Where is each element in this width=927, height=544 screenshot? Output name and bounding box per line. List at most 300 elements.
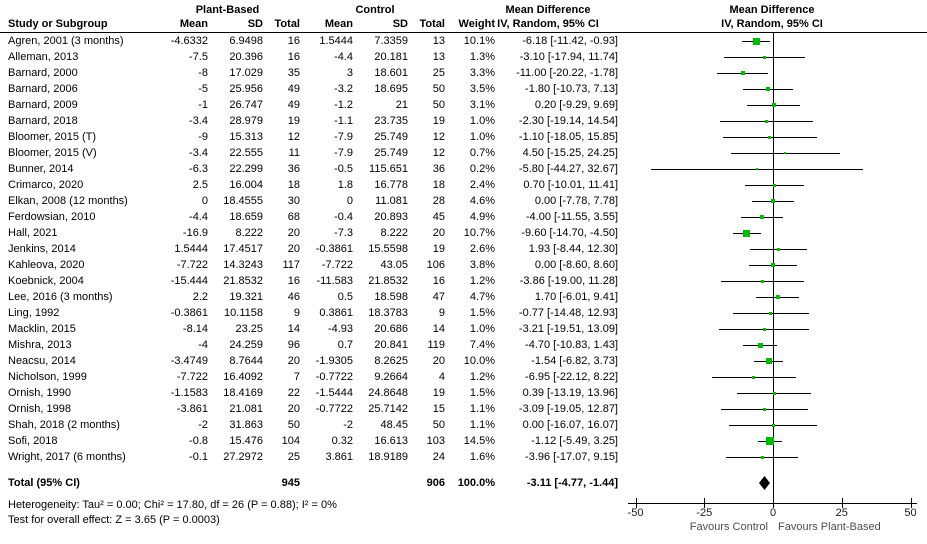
- pb-mean-cell: -3.4: [189, 115, 208, 127]
- control-total-cell: 103: [426, 435, 445, 447]
- control-sd-cell: 20.841: [374, 339, 408, 351]
- control-sd-cell: 20.181: [374, 51, 408, 63]
- pb-mean-cell: -4.4: [189, 211, 208, 223]
- control-sd-cell: 18.601: [374, 67, 408, 79]
- pb-total-cell: 20: [287, 355, 300, 367]
- study-label: Crimarco, 2020: [8, 179, 84, 191]
- ci-text-cell: 0.70 [-10.01, 11.41]: [523, 179, 618, 191]
- control-mean-cell: 0.7: [337, 339, 353, 351]
- weight-cell: 1.0%: [469, 115, 495, 127]
- ci-text-cell: -1.54 [-6.82, 3.73]: [531, 355, 618, 367]
- pb-total-cell: 46: [287, 291, 300, 303]
- effect-marker: [761, 280, 764, 283]
- weight-cell: 4.6%: [469, 195, 495, 207]
- control-mean-cell: 0.5: [337, 291, 353, 303]
- total-control-n: 906: [426, 477, 445, 489]
- study-row: [0, 225, 927, 241]
- effect-marker: [765, 120, 768, 123]
- pb-total-cell: 22: [287, 387, 300, 399]
- pb-total-cell: 20: [287, 227, 300, 239]
- control-sd-cell: 48.45: [380, 419, 408, 431]
- study-label: Barnard, 2018: [8, 115, 78, 127]
- pb-total-cell: 36: [287, 163, 300, 175]
- pb-total-cell: 35: [287, 67, 300, 79]
- pb-mean-cell: -8: [198, 67, 208, 79]
- control-total-cell: 20: [432, 355, 445, 367]
- ci-text-cell: -3.86 [-19.00, 11.28]: [519, 275, 618, 287]
- pb-mean-cell: -0.1: [189, 451, 208, 463]
- overall-effect-text: Test for overall effect: Z = 3.65 (P = 0.0003): [8, 514, 220, 526]
- ci-text-cell: -3.09 [-19.05, 12.87]: [518, 403, 618, 415]
- effect-marker: [741, 71, 745, 75]
- effect-marker: [766, 87, 770, 91]
- pb-total-cell: 50: [287, 419, 300, 431]
- ci-text-cell: -1.10 [-18.05, 15.85]: [518, 131, 618, 143]
- control-mean-cell: -0.7722: [315, 371, 353, 383]
- md-text-column-subtitle: IV, Random, 95% CI: [497, 18, 599, 30]
- pb-sd-cell: 19.321: [229, 291, 263, 303]
- total-ci-text: -3.11 [-4.77, -1.44]: [526, 477, 618, 489]
- ci-text-cell: 0.00 [-8.60, 8.60]: [534, 259, 618, 271]
- control-mean-cell: -7.722: [321, 259, 353, 271]
- weight-cell: 1.2%: [469, 275, 495, 287]
- md-plot-column-title: Mean Difference: [729, 4, 815, 16]
- study-label: Ornish, 1998: [8, 403, 71, 415]
- effect-marker: [760, 215, 764, 219]
- pb-mean-cell: -16.9: [182, 227, 208, 239]
- pb-sd-cell: 8.222: [235, 227, 263, 239]
- study-label: Hall, 2021: [8, 227, 58, 239]
- pb-mean-cell: -9: [198, 131, 208, 143]
- pb-sd-cell: 15.476: [229, 435, 263, 447]
- pb-sd-cell: 21.8532: [223, 275, 263, 287]
- weight-cell: 1.1%: [469, 419, 495, 431]
- weight-cell: 0.2%: [469, 163, 495, 175]
- ci-text-cell: -9.60 [-14.70, -4.50]: [521, 227, 618, 239]
- effect-marker: [784, 152, 786, 154]
- pb-mean-cell: -5: [198, 83, 208, 95]
- weight-cell: 0.7%: [469, 147, 495, 159]
- study-label: Mishra, 2013: [8, 339, 72, 351]
- md-plot-column-subtitle: IV, Random, 95% CI: [721, 18, 823, 30]
- study-label: Bloomer, 2015 (T): [8, 131, 97, 143]
- pb-mean-cell: -4: [198, 339, 208, 351]
- control-sd-cell: 21.8532: [368, 275, 408, 287]
- weight-cell: 2.6%: [469, 243, 495, 255]
- pb-total-cell: 117: [282, 259, 300, 271]
- control-mean-cell: 3: [346, 67, 353, 79]
- effect-marker: [763, 408, 766, 411]
- ci-text-cell: 1.93 [-8.44, 12.30]: [528, 243, 618, 255]
- study-label: Shah, 2018 (2 months): [8, 419, 120, 431]
- control-mean-cell: 0.32: [331, 435, 353, 447]
- study-row: [0, 337, 927, 353]
- total-row: [0, 475, 927, 491]
- control-mean-cell: 0: [346, 195, 353, 207]
- pb-total-cell: 25: [287, 451, 300, 463]
- control-mean-cell: -1.5444: [315, 387, 353, 399]
- pb-mean-cell: -0.3861: [170, 307, 208, 319]
- control-mean-cell: -7.9: [334, 147, 353, 159]
- control-mean-cell: 0.3861: [319, 307, 353, 319]
- pb-total-cell: 14: [287, 323, 300, 335]
- ci-text-cell: -0.77 [-14.48, 12.93]: [518, 307, 618, 319]
- control-sd-cell: 9.2664: [374, 371, 408, 383]
- control-sd-cell: 18.598: [374, 291, 408, 303]
- study-label: Barnard, 2009: [8, 99, 78, 111]
- control-mean-cell: -3.2: [334, 83, 353, 95]
- weight-cell: 10.0%: [463, 355, 495, 367]
- study-row: [0, 209, 927, 225]
- weight-cell: 3.3%: [469, 67, 495, 79]
- effect-marker: [753, 38, 760, 45]
- control-sd-cell: 11.081: [375, 195, 408, 207]
- pb-mean-cell: -15.444: [170, 275, 208, 287]
- pb-sd-cell: 18.4169: [223, 387, 263, 399]
- pb-mean-cell: -1: [198, 99, 208, 111]
- pb-total-cell: 7: [293, 371, 300, 383]
- control-sd-cell: 18.695: [374, 83, 408, 95]
- control-sd-cell: 20.893: [374, 211, 408, 223]
- control-total-cell: 45: [432, 211, 445, 223]
- pb-mean-cell: -8.14: [182, 323, 208, 335]
- ci-text-cell: -4.70 [-10.83, 1.43]: [525, 339, 618, 351]
- weight-cell: 1.6%: [469, 451, 495, 463]
- pb-sd-cell: 16.004: [229, 179, 263, 191]
- control-total-cell: 25: [432, 67, 445, 79]
- effect-marker: [758, 343, 763, 348]
- study-label: Macklin, 2015: [8, 323, 76, 335]
- ci-text-cell: -2.30 [-19.14, 14.54]: [518, 115, 618, 127]
- control-total-cell: 50: [432, 419, 445, 431]
- pb-total-cell: 20: [287, 243, 300, 255]
- control-total-cell: 19: [432, 243, 445, 255]
- effect-marker: [772, 103, 776, 107]
- weight-cell: 3.5%: [469, 83, 495, 95]
- study-label: Koebnick, 2004: [8, 275, 84, 287]
- control-total-cell: 28: [432, 195, 445, 207]
- control-mean-cell: -1.1: [334, 115, 353, 127]
- pb-total-cell: 49: [287, 99, 300, 111]
- control-mean-cell: -0.3861: [315, 243, 353, 255]
- total-weight: 100.0%: [457, 477, 495, 489]
- pb-sd-cell: 17.029: [229, 67, 263, 79]
- ci-text-cell: -11.00 [-20.22, -1.78]: [516, 67, 618, 79]
- control-total-cell: 19: [432, 115, 445, 127]
- ci-text-cell: -3.96 [-17.07, 9.15]: [525, 451, 618, 463]
- pb-sd-cell: 17.4517: [223, 243, 263, 255]
- control-total-cell: 19: [432, 387, 445, 399]
- weight-cell: 14.5%: [463, 435, 495, 447]
- control-sd-cell: 8.2625: [374, 355, 408, 367]
- control-mean-cell: -7.3: [334, 227, 353, 239]
- weight-cell: 1.1%: [469, 403, 495, 415]
- study-label: Ornish, 1990: [8, 387, 71, 399]
- effect-marker: [776, 295, 780, 299]
- effect-marker: [766, 437, 774, 445]
- pb-sd-cell: 22.299: [229, 163, 263, 175]
- study-label: Nicholson, 1999: [8, 371, 87, 383]
- pb-sd-cell: 18.659: [229, 211, 263, 223]
- favours-left-label: Favours Control: [689, 521, 768, 533]
- control-mean-cell: -11.583: [316, 275, 353, 287]
- pb-mean-cell: -3.861: [176, 403, 208, 415]
- weight-cell: 2.4%: [469, 179, 495, 191]
- control-total-header: Total: [419, 18, 445, 30]
- pb-sd-cell: 14.3243: [223, 259, 263, 271]
- effect-marker: [766, 358, 772, 364]
- ci-text-cell: 0.00 [-7.78, 7.78]: [534, 195, 618, 207]
- pb-sd-cell: 22.555: [229, 147, 263, 159]
- control-total-cell: 4: [438, 371, 445, 383]
- heterogeneity-text: Heterogeneity: Tau² = 0.00; Chi² = 17.80, df = 26 (P = 0.88); I² = 0%: [8, 499, 337, 511]
- ci-text-cell: -5.80 [-44.27, 32.67]: [518, 163, 618, 175]
- effect-marker: [743, 230, 750, 237]
- ci-text-cell: -4.00 [-11.55, 3.55]: [525, 211, 618, 223]
- pb-total-cell: 30: [287, 195, 300, 207]
- pb-mean-cell: -7.722: [176, 259, 208, 271]
- pb-mean-cell: -4.6332: [170, 35, 208, 47]
- control-mean-cell: 1.8: [337, 179, 353, 191]
- pb-sd-cell: 27.2972: [223, 451, 263, 463]
- study-label: Alleman, 2013: [8, 51, 79, 63]
- effect-marker: [777, 248, 780, 251]
- control-total-cell: 16: [432, 275, 445, 287]
- control-sd-cell: 115.651: [369, 163, 408, 175]
- control-total-cell: 13: [432, 51, 445, 63]
- effect-marker: [769, 312, 772, 315]
- summary-diamond: [759, 476, 770, 490]
- pb-total-cell: 20: [287, 403, 300, 415]
- control-total-cell: 119: [427, 339, 445, 351]
- study-label: Neacsu, 2014: [8, 355, 76, 367]
- control-sd-cell: 23.735: [374, 115, 408, 127]
- effect-marker: [768, 136, 771, 139]
- control-mean-cell: 1.5444: [319, 35, 353, 47]
- control-mean-cell: -0.4: [334, 211, 353, 223]
- ci-text-cell: -1.12 [-5.49, 3.25]: [531, 435, 618, 447]
- effect-marker: [752, 376, 755, 379]
- pb-sd-cell: 10.1158: [224, 307, 263, 319]
- effect-marker: [771, 199, 775, 203]
- pb-sd-cell: 6.9498: [229, 35, 263, 47]
- pb-mean-cell: 2.5: [192, 179, 208, 191]
- weight-cell: 3.8%: [469, 259, 495, 271]
- pb-sd-cell: 16.4092: [223, 371, 263, 383]
- control-sd-cell: 18.3783: [368, 307, 408, 319]
- pb-total-cell: 9: [293, 307, 300, 319]
- effect-marker: [773, 392, 776, 395]
- control-sd-cell: 24.8648: [368, 387, 408, 399]
- ci-text-cell: 4.50 [-15.25, 24.25]: [522, 147, 618, 159]
- ci-text-cell: -6.18 [-11.42, -0.93]: [522, 35, 618, 47]
- pb-mean-cell: -3.4749: [170, 355, 208, 367]
- control-total-cell: 15: [432, 403, 445, 415]
- study-label: Barnard, 2006: [8, 83, 78, 95]
- effect-marker: [756, 168, 758, 170]
- ci-text-cell: 0.00 [-16.07, 16.07]: [522, 419, 618, 431]
- md-text-column-title: Mean Difference: [505, 4, 591, 16]
- effect-marker: [773, 184, 776, 187]
- effect-marker: [772, 424, 775, 427]
- pb-total-cell: 19: [287, 115, 300, 127]
- pb-sd-cell: 21.081: [229, 403, 263, 415]
- study-label: Ling, 1992: [8, 307, 60, 319]
- pb-total-header: Total: [274, 18, 300, 30]
- control-total-cell: 12: [432, 131, 445, 143]
- study-label: Bloomer, 2015 (V): [8, 147, 97, 159]
- study-row: [0, 33, 927, 49]
- weight-cell: 1.2%: [469, 371, 495, 383]
- pb-total-cell: 12: [287, 131, 300, 143]
- weight-cell: 1.5%: [469, 387, 495, 399]
- ci-text-cell: 0.20 [-9.29, 9.69]: [534, 99, 618, 111]
- control-total-cell: 12: [432, 147, 445, 159]
- weight-cell: 10.7%: [463, 227, 495, 239]
- ci-text-cell: -3.10 [-17.94, 11.74]: [519, 51, 618, 63]
- effect-marker: [761, 456, 764, 459]
- weight-cell: 1.3%: [469, 51, 495, 63]
- axis-tick-label: 25: [835, 507, 848, 519]
- pb-sd-cell: 25.956: [229, 83, 263, 95]
- study-row: [0, 433, 927, 449]
- control-sd-cell: 15.5598: [368, 243, 408, 255]
- control-total-cell: 50: [432, 83, 445, 95]
- pb-sd-cell: 15.313: [229, 131, 263, 143]
- control-sd-cell: 8.222: [380, 227, 408, 239]
- ci-text-cell: -3.21 [-19.51, 13.09]: [518, 323, 618, 335]
- control-sd-cell: 20.686: [374, 323, 408, 335]
- pb-mean-cell: -0.8: [189, 435, 208, 447]
- pb-total-cell: 68: [287, 211, 300, 223]
- ci-text-cell: -1.80 [-10.73, 7.13]: [525, 83, 618, 95]
- pb-mean-header: Mean: [179, 18, 208, 30]
- pb-total-cell: 96: [287, 339, 300, 351]
- weight-cell: 4.7%: [469, 291, 495, 303]
- control-total-cell: 50: [432, 99, 445, 111]
- study-label: Jenkins, 2014: [8, 243, 76, 255]
- group-header-control: Control: [355, 4, 395, 16]
- control-total-cell: 9: [438, 307, 445, 319]
- control-mean-cell: -4.93: [327, 323, 353, 335]
- control-total-cell: 36: [432, 163, 445, 175]
- study-label: Agren, 2001 (3 months): [8, 35, 124, 47]
- study-label: Elkan, 2008 (12 months): [8, 195, 128, 207]
- pb-total-cell: 16: [287, 35, 300, 47]
- weight-cell: 1.0%: [469, 323, 495, 335]
- control-total-cell: 47: [432, 291, 445, 303]
- effect-marker: [763, 328, 766, 331]
- control-mean-cell: -4.4: [334, 51, 353, 63]
- pb-mean-cell: 0: [201, 195, 208, 207]
- control-total-cell: 18: [432, 179, 445, 191]
- pb-total-cell: 18: [287, 179, 300, 191]
- pb-sd-cell: 23.25: [235, 323, 263, 335]
- pb-mean-cell: -7.5: [189, 51, 208, 63]
- pb-mean-cell: 1.5444: [174, 243, 208, 255]
- control-mean-cell: 3.861: [325, 451, 353, 463]
- control-sd-cell: 43.05: [380, 259, 408, 271]
- control-total-cell: 14: [432, 323, 445, 335]
- control-sd-cell: 16.613: [374, 435, 408, 447]
- control-sd-header: SD: [392, 18, 408, 30]
- pb-sd-header: SD: [247, 18, 263, 30]
- axis-tick-label: 0: [769, 507, 777, 519]
- weight-cell: 1.0%: [469, 131, 495, 143]
- control-mean-cell: -2: [343, 419, 353, 431]
- control-sd-cell: 18.9189: [368, 451, 408, 463]
- pb-total-cell: 11: [288, 147, 300, 159]
- control-total-cell: 24: [432, 451, 445, 463]
- control-mean-cell: -1.2: [334, 99, 353, 111]
- ci-text-cell: -6.95 [-22.12, 8.22]: [525, 371, 618, 383]
- favours-right-label: Favours Plant-Based: [778, 521, 881, 533]
- pb-sd-cell: 20.396: [229, 51, 263, 63]
- study-column-header: Study or Subgroup: [8, 18, 108, 30]
- control-mean-header: Mean: [324, 18, 353, 30]
- study-label: Sofi, 2018: [8, 435, 58, 447]
- control-mean-cell: -1.9305: [315, 355, 353, 367]
- control-mean-cell: -7.9: [334, 131, 353, 143]
- control-mean-cell: -0.7722: [315, 403, 353, 415]
- study-row: [0, 65, 927, 81]
- study-label: Bunner, 2014: [8, 163, 74, 175]
- pb-sd-cell: 26.747: [229, 99, 263, 111]
- pb-sd-cell: 31.863: [229, 419, 263, 431]
- control-total-cell: 20: [432, 227, 445, 239]
- control-sd-cell: 25.7142: [368, 403, 408, 415]
- control-total-cell: 106: [426, 259, 445, 271]
- axis-tick-label: -25: [696, 507, 713, 519]
- study-label: Kahleova, 2020: [8, 259, 85, 271]
- weight-cell: 10.1%: [463, 35, 495, 47]
- control-mean-cell: -0.5: [334, 163, 353, 175]
- axis-tick-label: 50: [904, 507, 917, 519]
- pb-sd-cell: 24.259: [229, 339, 263, 351]
- pb-mean-cell: 2.2: [192, 291, 208, 303]
- study-row: [0, 353, 927, 369]
- pb-sd-cell: 18.4555: [223, 195, 263, 207]
- control-sd-cell: 25.749: [374, 131, 408, 143]
- weight-cell: 7.4%: [469, 339, 495, 351]
- pb-total-cell: 104: [281, 435, 300, 447]
- effect-marker: [771, 263, 775, 267]
- ci-text-cell: 1.70 [-6.01, 9.41]: [534, 291, 618, 303]
- pb-mean-cell: -6.3: [189, 163, 208, 175]
- pb-total-cell: 16: [287, 51, 300, 63]
- control-sd-cell: 21: [395, 99, 408, 111]
- pb-total-cell: 49: [287, 83, 300, 95]
- weight-cell: 1.5%: [469, 307, 495, 319]
- pb-mean-cell: -7.722: [176, 371, 208, 383]
- effect-marker: [763, 56, 766, 59]
- study-label: Lee, 2016 (3 months): [8, 291, 113, 303]
- pb-sd-cell: 28.979: [229, 115, 263, 127]
- group-header-plant-based: Plant-Based: [195, 4, 260, 16]
- pb-total-cell: 16: [287, 275, 300, 287]
- weight-header: Weight: [458, 18, 495, 30]
- control-sd-cell: 25.749: [374, 147, 408, 159]
- study-label: Ferdowsian, 2010: [8, 211, 96, 223]
- weight-cell: 3.1%: [469, 99, 495, 111]
- axis-tick-label: -50: [627, 507, 644, 519]
- total-label: Total (95% CI): [8, 477, 80, 489]
- control-sd-cell: 16.778: [374, 179, 408, 191]
- ci-text-cell: 0.39 [-13.19, 13.96]: [522, 387, 618, 399]
- study-label: Wright, 2017 (6 months): [8, 451, 126, 463]
- pb-mean-cell: -1.1583: [170, 387, 208, 399]
- study-label: Barnard, 2000: [8, 67, 78, 79]
